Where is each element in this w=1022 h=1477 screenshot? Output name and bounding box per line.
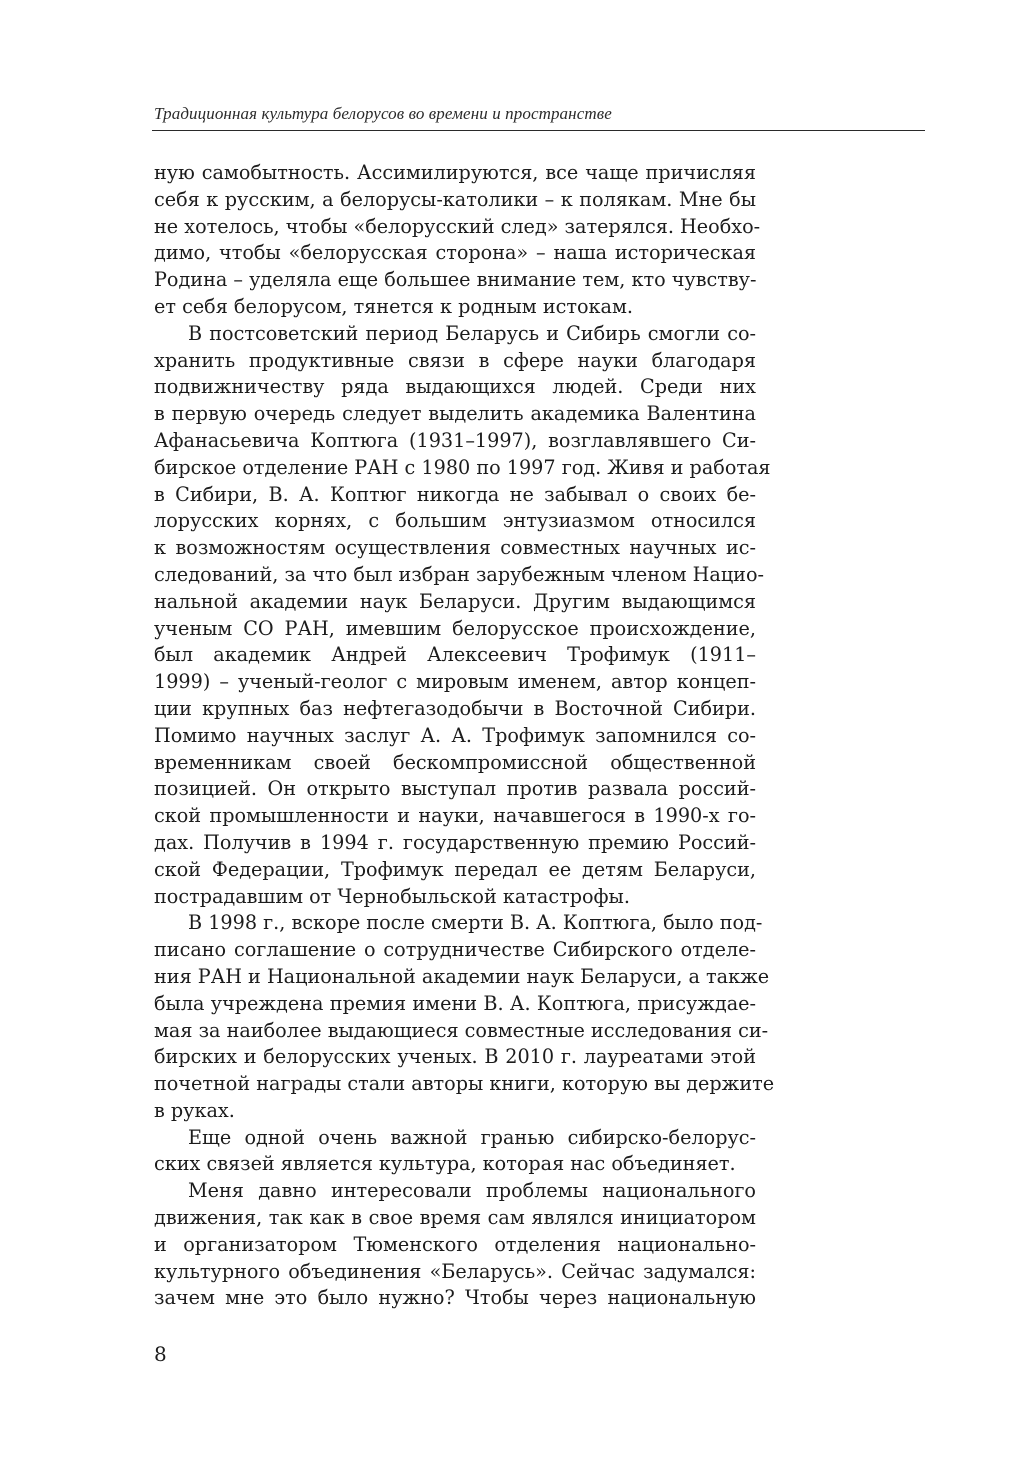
text-line: зачем мне это было нужно? Чтобы через национальную bbox=[154, 1286, 756, 1310]
text-line: ской Федерации, Трофимук передал ее детям Беларуси, bbox=[154, 857, 756, 881]
text-line: лорусских корнях, с большим энтузиазмом относился bbox=[154, 509, 756, 533]
text-line: и организатором Тюменского отделения национально- bbox=[154, 1232, 756, 1256]
text-line: движения, так как в свое время сам являлся инициатором bbox=[154, 1206, 756, 1230]
text-line: к возможностям осуществления совместных научных ис- bbox=[154, 536, 756, 560]
text-line: дах. Получив в 1994 г. государственную премию Россий- bbox=[154, 830, 756, 854]
text-line: был академик Андрей Алексеевич Трофимук (1911– bbox=[154, 643, 756, 667]
text-line: ской промышленности и науки, начавшегося в 1990-х го- bbox=[154, 804, 756, 828]
text-line: культурного объединения «Беларусь». Сейчас задумался: bbox=[154, 1259, 756, 1283]
paragraph bbox=[154, 321, 771, 911]
body-text bbox=[154, 160, 775, 1312]
text-line: бирское отделение РАН с 1980 по 1997 год. Живя и работая bbox=[154, 455, 771, 479]
text-line: писано соглашение о сотрудничестве Сибирского отделе- bbox=[154, 938, 756, 962]
text-line: мая за наиболее выдающиеся совместные исследования си- bbox=[154, 1018, 769, 1042]
text-line: не хотелось, чтобы «белорусский след» затерялся. Необхо- bbox=[154, 214, 761, 238]
text-line: бирских и белорусских ученых. В 2010 г. лауреатами этой bbox=[154, 1045, 756, 1069]
text-line: Родина – уделяла еще большее внимание тем, кто чувству- bbox=[154, 268, 757, 292]
text-line: ских связей является культура, которая нас объединяет. bbox=[154, 1152, 736, 1176]
paragraph bbox=[154, 910, 775, 1124]
text-line: себя к русским, а белорусы-католики – к полякам. Мне бы bbox=[154, 187, 756, 211]
text-line: в Сибири, В. А. Коптюг никогда не забывал о своих бе- bbox=[154, 482, 756, 506]
text-line: временникам своей бескомпромиссной общественной bbox=[154, 750, 756, 774]
running-header: Традиционная культура белорусов во времени и пространстве bbox=[154, 104, 612, 123]
text-line: Меня давно интересовали проблемы национального bbox=[188, 1179, 756, 1203]
paragraph bbox=[154, 1125, 756, 1179]
text-line: В постсоветский период Беларусь и Сибирь смогли со- bbox=[188, 321, 756, 345]
text-line: 1999) – ученый-геолог с мировым именем, автор концеп- bbox=[154, 670, 756, 694]
text-line: в первую очередь следует выделить академика Валентина bbox=[154, 402, 756, 426]
text-line: пострадавшим от Чернобыльской катастрофы. bbox=[154, 884, 630, 908]
paragraph bbox=[154, 160, 761, 321]
text-line: ния РАН и Национальной академии наук Беларуси, а также bbox=[154, 964, 770, 988]
text-line: почетной награды стали авторы книги, которую вы держите bbox=[154, 1072, 775, 1096]
text-line: ную самобытность. Ассимилируются, все чаще причисляя bbox=[154, 161, 756, 184]
text-line: ученым СО РАН, имевшим белорусское происхождение, bbox=[154, 616, 756, 640]
text-line: В 1998 г., вскоре после смерти В. А. Коптюга, было под- bbox=[188, 911, 763, 935]
text-line: в руках. bbox=[154, 1098, 235, 1122]
text-line: позицией. Он открыто выступал против развала россий- bbox=[154, 777, 756, 801]
text-line: Афанасьевича Коптюга (1931–1997), возглавлявшего Си- bbox=[154, 428, 756, 452]
text-line: следований, за что был избран зарубежным членом Нацио- bbox=[154, 562, 764, 586]
page-number: 8 bbox=[154, 1342, 167, 1366]
text-line: нальной академии наук Беларуси. Другим выдающимся bbox=[154, 589, 756, 613]
text-line: Помимо научных заслуг А. А. Трофимук запомнился со- bbox=[154, 723, 756, 747]
header-rule bbox=[152, 130, 925, 131]
text-line: хранить продуктивные связи в сфере науки благодаря bbox=[154, 348, 756, 372]
paragraph bbox=[154, 1178, 756, 1312]
text-line: Еще одной очень важной гранью сибирско-белорус- bbox=[188, 1125, 756, 1149]
text-line: ет себя белорусом, тянется к родным истокам. bbox=[154, 294, 633, 318]
text-line: была учреждена премия имени В. А. Коптюга, присуждае- bbox=[154, 991, 756, 1015]
text-line: подвижничеству ряда выдающихся людей. Среди них bbox=[154, 375, 756, 399]
text-line: димо, чтобы «белорусская сторона» – наша историческая bbox=[154, 241, 756, 265]
text-line: ции крупных баз нефтегазодобычи в Восточной Сибири. bbox=[154, 696, 756, 720]
